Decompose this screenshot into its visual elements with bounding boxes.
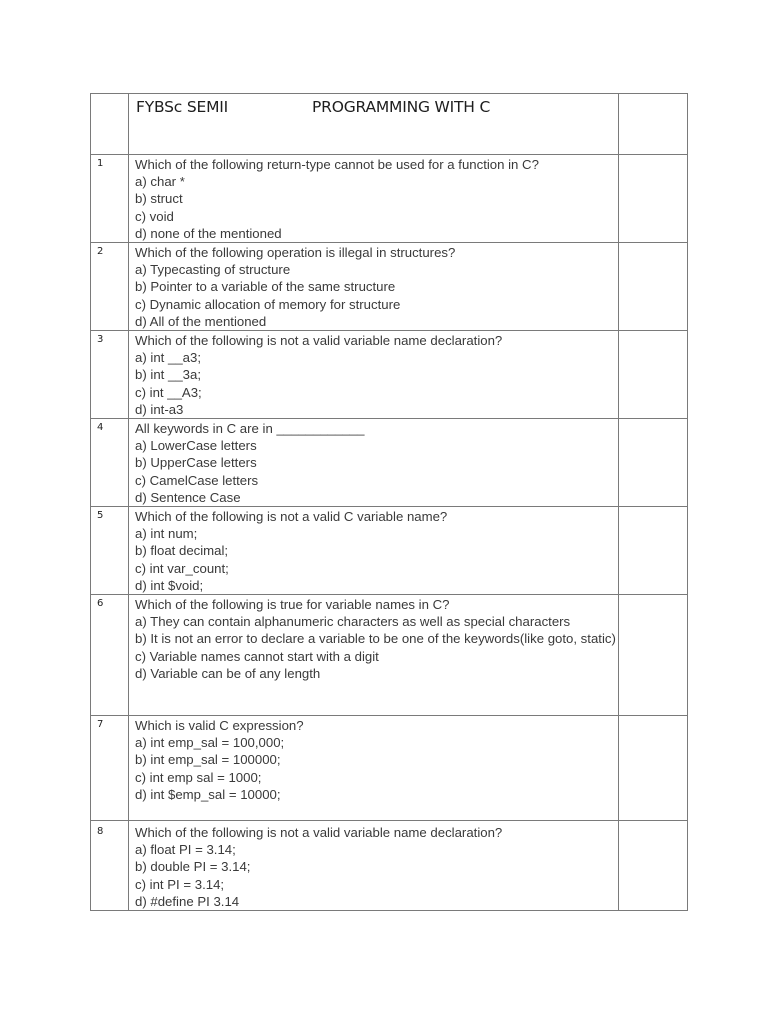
question-number: 2 xyxy=(97,246,104,258)
option-a: a) They can contain alphanumeric characters as well as special characters xyxy=(135,614,571,630)
course-title: FYBSc SEMII xyxy=(136,98,228,116)
question-number: 1 xyxy=(97,158,104,169)
answer-cell xyxy=(619,419,688,507)
option-d: d) #define PI 3.14 xyxy=(135,893,240,909)
answer-cell xyxy=(619,331,688,419)
option-c: c) void xyxy=(135,208,174,224)
header-number-cell xyxy=(91,94,129,155)
option-c: c) int __A3; xyxy=(135,384,202,400)
option-b: b) It is not an error to declare a variable to be one of the keywords(like goto, static) xyxy=(135,631,616,647)
question-text: Which of the following return-type cannot be used for a function in C? xyxy=(135,157,539,172)
answer-cell xyxy=(619,821,688,911)
answer-cell xyxy=(619,595,688,716)
option-c: c) int emp sal = 1000; xyxy=(135,769,262,785)
option-d: d) int-a3 xyxy=(135,401,184,417)
option-b: b) UpperCase letters xyxy=(135,455,257,471)
option-a: a) int __a3; xyxy=(135,350,201,366)
question-text: Which is valid C expression? xyxy=(135,718,304,734)
question-row xyxy=(91,419,688,507)
question-row xyxy=(91,155,688,243)
option-d: d) Variable can be of any length xyxy=(135,665,321,681)
question-text: Which of the following is not a valid variable name declaration? xyxy=(135,825,503,841)
option-c: c) int var_count; xyxy=(135,560,229,576)
option-c: c) Variable names cannot start with a digit xyxy=(135,648,379,664)
question-number: 7 xyxy=(97,719,104,731)
question-number: 8 xyxy=(97,826,104,838)
option-a: a) LowerCase letters xyxy=(135,438,257,454)
option-c: c) CamelCase letters xyxy=(135,472,259,488)
question-text: All keywords in C are in ____________ xyxy=(135,421,365,437)
question-body xyxy=(129,243,618,330)
question-row xyxy=(91,507,688,595)
question-body xyxy=(129,331,618,418)
option-d: d) none of the mentioned xyxy=(135,225,282,241)
question-body xyxy=(129,716,618,803)
question-table xyxy=(90,93,688,911)
option-d: d) All of the mentioned xyxy=(135,313,267,329)
option-b: b) int __3a; xyxy=(135,367,201,383)
option-d: d) int $emp_sal = 10000; xyxy=(135,786,281,802)
header-title-cell xyxy=(129,94,619,155)
question-body xyxy=(129,155,618,242)
option-d: d) int $void; xyxy=(135,577,204,593)
answer-cell xyxy=(619,507,688,595)
question-number: 4 xyxy=(97,422,104,434)
question-body xyxy=(129,507,618,594)
question-row xyxy=(91,716,688,821)
question-text: Which of the following operation is illegal in structures? xyxy=(135,245,456,261)
option-b: b) struct xyxy=(135,191,183,207)
option-d: d) Sentence Case xyxy=(135,489,241,505)
question-row xyxy=(91,821,688,911)
question-row xyxy=(91,331,688,419)
answer-cell xyxy=(619,155,688,243)
answer-cell xyxy=(619,716,688,821)
option-a: a) float PI = 3.14; xyxy=(135,842,236,858)
question-body xyxy=(129,595,618,682)
option-a: a) int num; xyxy=(135,526,198,542)
question-number: 5 xyxy=(97,510,104,522)
subject-title: PROGRAMMING WITH C xyxy=(312,98,491,116)
header-title xyxy=(129,94,618,116)
option-c: c) Dynamic allocation of memory for structure xyxy=(135,296,401,312)
option-a: a) int emp_sal = 100,000; xyxy=(135,735,285,751)
question-body xyxy=(129,419,618,506)
question-number: 3 xyxy=(97,334,104,346)
question-text: Which of the following is not a valid C variable name? xyxy=(135,509,448,525)
question-row xyxy=(91,595,688,716)
option-a: a) Typecasting of structure xyxy=(135,262,291,278)
option-c: c) int PI = 3.14; xyxy=(135,876,225,892)
header-answer-cell xyxy=(619,94,688,155)
header-row xyxy=(91,94,688,155)
option-a: a) char * xyxy=(135,174,185,190)
question-text: Which of the following is not a valid variable name declaration? xyxy=(135,333,503,349)
question-body xyxy=(129,821,618,910)
question-number: 6 xyxy=(97,598,104,610)
question-row xyxy=(91,243,688,331)
question-text: Which of the following is true for variable names in C? xyxy=(135,597,450,613)
option-b: b) double PI = 3.14; xyxy=(135,859,251,875)
option-b: b) float decimal; xyxy=(135,543,229,559)
option-b: b) int emp_sal = 100000; xyxy=(135,752,281,768)
option-b: b) Pointer to a variable of the same structure xyxy=(135,279,396,295)
answer-cell xyxy=(619,243,688,331)
